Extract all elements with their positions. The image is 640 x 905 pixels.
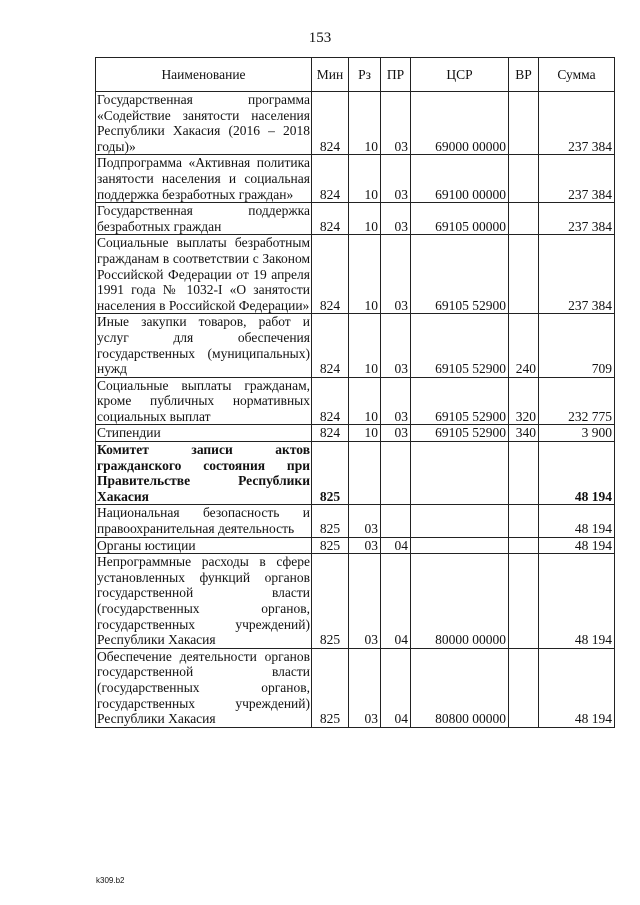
cell-min: 824 [312,203,349,235]
cell-min: 825 [312,505,349,537]
cell-rz: 03 [349,537,381,554]
header-pr: ПР [381,58,411,92]
cell-rz: 10 [349,425,381,442]
cell-min: 825 [312,554,349,649]
cell-name: Обеспечение деятельности органов государственной власти (государственных органов, государственных учреждений) Республики Хакасия [97,648,310,727]
cell-rz: 10 [349,92,381,155]
cell-name: Стипендии [96,425,312,442]
cell-pr [381,505,411,537]
cell-pr: 03 [381,425,411,442]
table-row [96,203,615,235]
cell-name: Социальные выплаты безработным гражданам в соответствии с Законом Российской Федерации от 19 апреля 1991 года № 1032-I «О занятости населения в Российской Федерации» [97,235,310,313]
cell-csr [411,505,509,537]
cell-sum: 232 775 [539,377,615,425]
cell-name: Иные закупки товаров, работ и услуг для обеспечения государственных (муниципальных) нужд [97,314,310,377]
table-row [96,442,615,505]
cell-name: Органы юстиции [96,537,312,554]
cell-rz: 03 [349,554,381,649]
cell-rz: 10 [349,155,381,203]
cell-sum: 237 384 [539,92,615,155]
cell-sum: 48 194 [539,648,615,727]
header-vr: ВР [509,58,539,92]
cell-min: 824 [312,377,349,425]
cell-pr: 03 [381,377,411,425]
cell-sum: 237 384 [539,155,615,203]
budget-table [95,57,615,728]
cell-pr [381,442,411,505]
table-row [96,505,615,537]
table-row [96,377,615,425]
cell-min: 825 [312,648,349,727]
table-row [96,425,615,442]
cell-name: Подпрограмма «Активная политика занятости населения и социальная поддержка безработных граждан» [97,155,310,202]
cell-pr: 03 [381,314,411,377]
cell-vr [509,442,539,505]
cell-rz: 10 [349,314,381,377]
cell-pr: 03 [381,235,411,314]
cell-name: Государственная программа «Содействие занятости населения Республики Хакасия (2016 – 2018 годы)» [97,92,310,154]
cell-min: 824 [312,425,349,442]
cell-min: 825 [312,537,349,554]
cell-rz: 10 [349,235,381,314]
cell-rz: 10 [349,377,381,425]
cell-csr: 69105 00000 [411,203,509,235]
cell-rz: 03 [349,648,381,727]
cell-vr [509,554,539,649]
cell-name: Социальные выплаты гражданам, кроме публичных нормативных социальных выплат [97,377,310,424]
cell-min: 825 [312,442,349,505]
cell-csr: 80000 00000 [411,554,509,649]
cell-sum: 48 194 [539,505,615,537]
cell-pr: 04 [381,554,411,649]
cell-pr: 03 [381,92,411,155]
cell-sum: 3 900 [539,425,615,442]
cell-sum: 237 384 [539,203,615,235]
cell-name: Комитет записи актов гражданского состояния при Правительстве Республики Хакасия [97,442,310,504]
cell-vr [509,203,539,235]
header-name: Наименование [96,58,312,92]
cell-vr: 340 [509,425,539,442]
cell-csr: 69105 52900 [411,425,509,442]
cell-vr [509,537,539,554]
cell-name: Непрограммные расходы в сфере установленных функций органов государственной власти (государственных органов, государственных учреждений) Республики Хакасия [97,554,310,648]
cell-csr: 80800 00000 [411,648,509,727]
table-row [96,648,615,727]
cell-min: 824 [312,92,349,155]
cell-csr: 69100 00000 [411,155,509,203]
table-row [96,314,615,377]
cell-csr: 69105 52900 [411,235,509,314]
cell-vr: 320 [509,377,539,425]
cell-sum: 709 [539,314,615,377]
table-row [96,155,615,203]
cell-vr [509,505,539,537]
cell-rz: 03 [349,505,381,537]
cell-sum: 48 194 [539,537,615,554]
header-min: Мин [312,58,349,92]
cell-min: 824 [312,235,349,314]
cell-csr: 69105 52900 [411,314,509,377]
cell-sum: 48 194 [539,554,615,649]
footer-code: k309.b2 [96,876,125,885]
page-number: 153 [308,30,332,46]
cell-name: Национальная безопасность и правоохранительная деятельность [97,505,310,537]
header-sum: Сумма [539,58,615,92]
cell-pr: 04 [381,648,411,727]
cell-sum: 237 384 [539,235,615,314]
table-row [96,235,615,314]
cell-vr [509,92,539,155]
cell-pr: 03 [381,203,411,235]
cell-min: 824 [312,314,349,377]
cell-vr [509,648,539,727]
cell-vr [509,235,539,314]
cell-vr [509,155,539,203]
table-header-row [96,58,615,92]
cell-csr: 69105 52900 [411,377,509,425]
cell-rz: 10 [349,203,381,235]
cell-name: Государственная поддержка безработных граждан [97,203,310,234]
table-row [96,554,615,649]
cell-csr [411,537,509,554]
cell-csr: 69000 00000 [411,92,509,155]
cell-min: 824 [312,155,349,203]
cell-vr: 240 [509,314,539,377]
cell-csr [411,442,509,505]
cell-pr: 04 [381,537,411,554]
header-csr: ЦСР [411,58,509,92]
cell-sum: 48 194 [539,442,615,505]
cell-pr: 03 [381,155,411,203]
table-row [96,92,615,155]
header-rz: Рз [349,58,381,92]
cell-rz [349,442,381,505]
table-row [96,537,615,554]
